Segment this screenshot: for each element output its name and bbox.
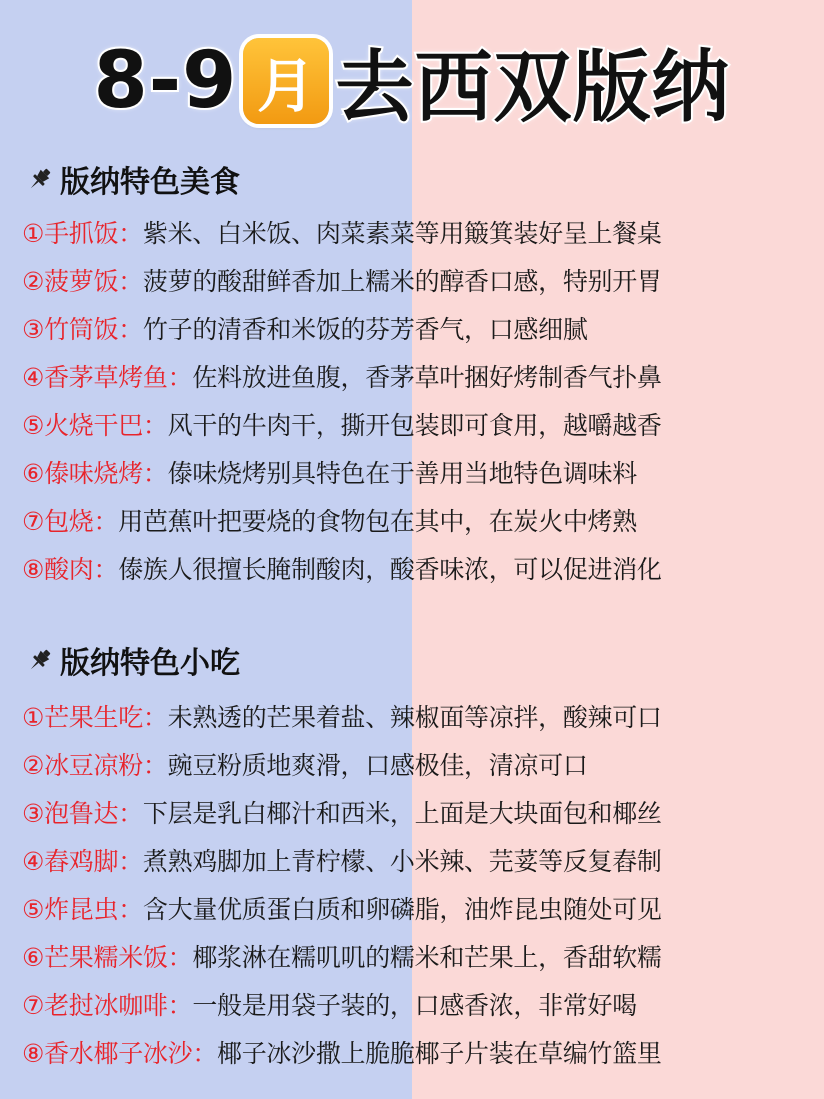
item-name: ⑦老挝冰咖啡： [22,991,193,1020]
page-title [0,26,824,136]
item-name: ⑥傣味烧烤： [22,459,168,488]
item-desc: 佐料放进鱼腹，香茅草叶捆好烤制香气扑鼻 [192,363,662,392]
list-item [22,886,662,934]
item-name: ③泡鲁达： [22,799,143,828]
list-item [22,450,662,498]
section-title-label: 版纳特色美食 [60,165,240,200]
list-item [22,742,662,790]
list-item [22,546,662,594]
title-suffix: 去西双版纳 [335,43,731,133]
pin-icon [26,165,54,193]
item-desc: 一般是用袋子装的，口感香浓，非常好喝 [192,991,637,1020]
section-title-label: 版纳特色小吃 [60,646,240,681]
item-desc: 紫米、白米饭、肉菜素菜等用簸箕装好呈上餐桌 [142,219,662,248]
item-desc: 风干的牛肉干，撕开包装即可食用，越嚼越香 [167,411,662,440]
item-desc: 菠萝的酸甜鲜香加上糯米的醇香口感，特别开胃 [142,267,662,296]
item-name: ⑤火烧干巴： [22,411,168,440]
item-desc: 竹子的清香和米饭的芬芳香气，口感细腻 [142,315,588,344]
list-item [22,498,662,546]
item-desc: 傣味烧烤别具特色在于善用当地特色调味料 [167,459,637,488]
list-item [22,210,662,258]
item-name: ④舂鸡脚： [22,847,143,876]
month-badge [243,38,329,124]
list-item [22,982,662,1030]
item-name: ②冰豆凉粉： [22,751,168,780]
list-item [22,694,662,742]
pin-icon [26,646,54,674]
item-name: ⑦包烧： [22,507,119,536]
item-desc: 用芭蕉叶把要烧的食物包在其中，在炭火中烤熟 [118,507,637,536]
food-list [22,210,662,594]
list-item [22,790,662,838]
item-name: ⑤炸昆虫： [22,895,143,924]
item-name: ④香茅草烤鱼： [22,363,193,392]
item-desc: 含大量优质蛋白质和卵磷脂，油炸昆虫随处可见 [142,895,662,924]
list-item [22,306,662,354]
item-desc: 椰浆淋在糯叽叽的糯米和芒果上，香甜软糯 [192,943,662,972]
item-desc: 椰子冰沙撒上脆脆椰子片装在草编竹篮里 [217,1039,662,1068]
item-name: ⑥芒果糯米饭： [22,943,193,972]
list-item [22,402,662,450]
item-desc: 下层是乳白椰汁和西米，上面是大块面包和椰丝 [142,799,662,828]
item-desc: 傣族人很擅长腌制酸肉，酸香味浓，可以促进消化 [118,555,662,584]
item-name: ⑧香水椰子冰沙： [22,1039,218,1068]
item-desc: 豌豆粉质地爽滑，口感极佳，清凉可口 [167,751,588,780]
item-name: ③竹筒饭： [22,315,143,344]
item-desc: 未熟透的芒果着盐、辣椒面等凉拌，酸辣可口 [167,703,662,732]
section-title-food [26,157,240,201]
item-name: ①手抓饭： [22,219,143,248]
list-item [22,934,662,982]
snack-list [22,694,662,1078]
list-item [22,354,662,402]
list-item [22,258,662,306]
item-name: ①芒果生吃： [22,703,168,732]
item-name: ⑧酸肉： [22,555,119,584]
list-item [22,1030,662,1078]
list-item [22,838,662,886]
item-desc: 煮熟鸡脚加上青柠檬、小米辣、芫荽等反复舂制 [142,847,662,876]
item-name: ②菠萝饭： [22,267,143,296]
section-title-snacks [26,638,240,682]
month-badge-label: 月 [256,52,316,120]
title-prefix: 8-9 [93,36,238,126]
